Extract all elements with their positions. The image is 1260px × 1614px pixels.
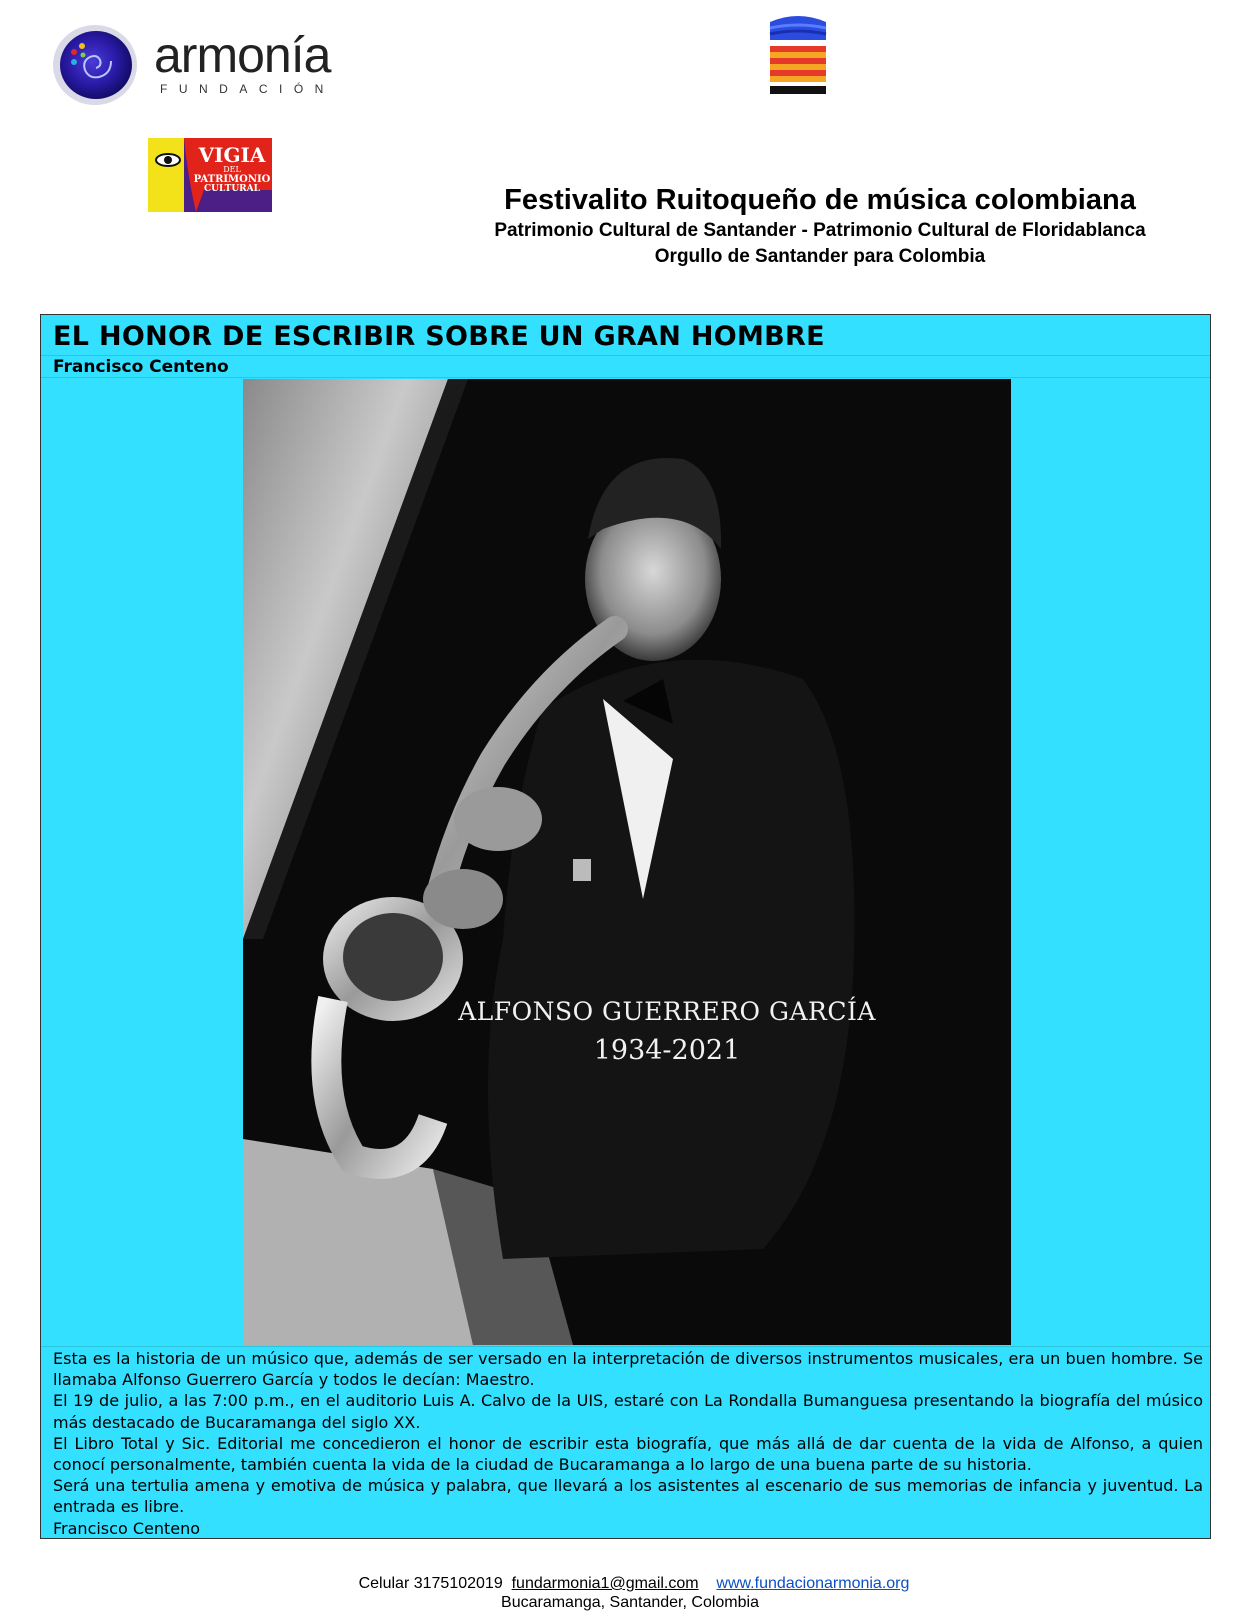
armonia-subtitle: FUNDACIÓN — [160, 82, 335, 96]
article-body — [53, 1348, 1203, 1539]
footer-email-link[interactable]: fundarmonia1@gmail.com — [511, 1575, 699, 1592]
article-paragraph-1: Esta es la historia de un músico que, además de ser versado en la interpretación de diversos instrumentos musicales, era un buen hombre. Se llamaba Alfonso Guerrero García y todos le decían: Maestro. — [53, 1349, 1203, 1390]
portrait-photo — [243, 379, 1011, 1345]
festival-subtitle-2: Orgullo de Santander para Colombia — [654, 246, 986, 267]
vigia-del: DEL — [223, 165, 241, 174]
festival-title: Festivalito Ruitoqueño de música colombiana — [504, 184, 1136, 216]
photo-caption-name: ALFONSO GUERRERO GARCÍA — [458, 997, 876, 1026]
footer-contact-line — [0, 1574, 1260, 1593]
vigia-word: VIGIA — [198, 143, 266, 167]
row-divider — [41, 377, 1210, 378]
article-signature: Francisco Centeno — [53, 1518, 201, 1538]
footer-address: Bucaramanga, Santander, Colombia — [501, 1594, 759, 1611]
row-divider — [41, 355, 1210, 356]
article-paragraph-3: El Libro Total y Sic. Editorial me concedieron el honor de escribir esta biografía, que más allá de dar cuenta de la vida de Alfonso, a quien conocí personalmente, también cuenta la vida de la ciudad de Bucaramanga a lo largo de una buena parte de su historia. — [53, 1433, 1203, 1475]
article-paragraph-2: El 19 de julio, a las 7:00 p.m., en el auditorio Luis A. Calvo de la UIS, estaré con La Rondalla Bumanguesa presentando la biografía del músico más destacado de Bucaramanga del siglo XX. — [53, 1391, 1203, 1432]
photo-caption-years: 1934-2021 — [593, 1035, 741, 1066]
footer-website-link[interactable]: www.fundacionarmonia.org — [716, 1575, 910, 1592]
footer-phone: Celular 3175102019 — [358, 1575, 503, 1592]
armonia-emblem-icon — [52, 24, 138, 106]
saxophonist-illustration — [243, 379, 1011, 1345]
article-title: EL HONOR DE ESCRIBIR SOBRE UN GRAN HOMBRE — [53, 321, 825, 352]
article-box — [40, 314, 1211, 1539]
article-paragraph-4: Será una tertulia amena y emotiva de música y palabra, que llevará a los asistentes al escenario de sus memorias de infancia y juventud. La entrada es libre. — [53, 1476, 1203, 1517]
footer — [0, 1574, 1260, 1612]
vigia-patrimonio-logo — [148, 138, 272, 212]
festival-subtitle-1: Patrimonio Cultural de Santander - Patrimonio Cultural de Floridablanca — [494, 220, 1146, 241]
armonia-wordmark: armonía — [154, 27, 331, 83]
article-author: Francisco Centeno — [53, 357, 229, 377]
vigia-cultural: CULTURAL — [204, 184, 260, 194]
striped-logo-icon — [768, 14, 828, 96]
vigia-patrimonio: PATRIMONIO — [193, 174, 271, 185]
row-divider — [41, 1346, 1210, 1347]
armonia-logo — [52, 24, 362, 109]
